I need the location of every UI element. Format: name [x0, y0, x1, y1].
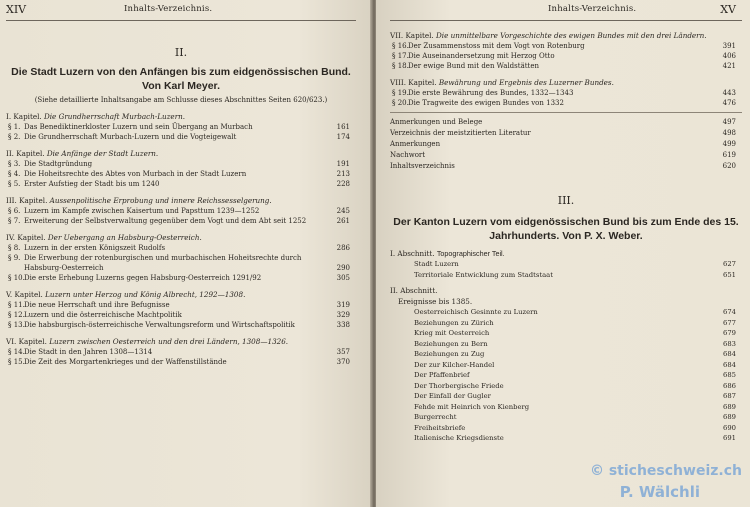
- entry-page: 305: [336, 274, 350, 282]
- item-page: 499: [722, 140, 736, 148]
- item-page: 683: [723, 339, 736, 348]
- item-page: 684: [723, 360, 736, 369]
- toc-entry: [390, 41, 742, 51]
- toc-item: [390, 433, 742, 444]
- toc-entry: [6, 347, 356, 357]
- toc-item: [390, 328, 742, 339]
- toc-item: [390, 370, 742, 381]
- toc-entry: [6, 159, 356, 169]
- abschnitt-1-title: Topographischer Teil.: [436, 249, 505, 258]
- chapter-label: IV. Kapitel.: [6, 233, 46, 242]
- toc-entry: [6, 310, 356, 320]
- entry-page: 476: [722, 99, 736, 107]
- chapter-title: Bewährung und Ergebnis des Luzerner Bundes.: [438, 78, 614, 87]
- right-chapter-list: [390, 31, 742, 108]
- entry-page: 357: [336, 348, 350, 356]
- entry-text: Die Hoheitsrechte des Abtes von Murbach in der Stadt Luzern: [24, 170, 247, 178]
- item-text: Anmerkungen: [390, 140, 441, 148]
- entry-text: Luzern in der ersten Königszeit Rudolfs: [24, 244, 166, 252]
- toc-entry: [390, 88, 742, 98]
- entry-page: 245: [336, 207, 350, 215]
- chapter-title: Luzern unter Herzog und König Albrecht, 1292—1308.: [45, 290, 246, 299]
- entry-page: 261: [336, 217, 350, 225]
- entry-page: 319: [336, 301, 350, 309]
- toc-item: [390, 412, 742, 423]
- entry-number: § 8.: [8, 244, 21, 252]
- entry-text: Die Grundherrschaft Murbach-Luzern und die Vogteigewalt: [24, 133, 237, 141]
- toc-entry: [6, 253, 356, 273]
- chapter-label: VIII. Kapitel.: [390, 78, 437, 87]
- toc-entry: [6, 169, 356, 179]
- chapter-label: II. Kapitel.: [6, 149, 45, 158]
- item-text: Fehde mit Heinrich von Kienberg: [414, 402, 530, 411]
- entry-page: 161: [336, 123, 350, 131]
- chapter-label: VII. Kapitel.: [390, 31, 434, 40]
- item-text: Oesterreichisch Gesinnte zu Luzern: [414, 308, 538, 316]
- toc-entry: [390, 98, 742, 108]
- item-text: Der zur Kilcher-Handel: [414, 360, 495, 369]
- left-running-head: [6, 0, 356, 21]
- divider: [390, 112, 742, 113]
- entry-text: Die Erwerbung der rotenburgischen und murbachischen Hoheitsrechte durch Habsburg-Oesterreich: [24, 254, 302, 272]
- item-page: 689: [723, 402, 736, 411]
- item-page: 677: [723, 318, 736, 327]
- item-page: 651: [723, 270, 736, 279]
- toc-item: [390, 128, 742, 139]
- toc-item: [390, 339, 742, 350]
- watermark-line-1: © sticheschweiz.ch: [589, 463, 742, 479]
- section-title-iii: Der Kanton Luzern vom eidgenössischen Bund bis zum Ende des 15. Jahrhunderts. Von P. X. Weber.: [393, 216, 739, 242]
- entry-number: § 6.: [8, 207, 21, 215]
- entry-text: Die habsburgisch-österreichische Verwaltungsreform und Wirtschaftspolitik: [24, 321, 295, 329]
- entry-text: Die Stadtgründung: [24, 160, 93, 168]
- entry-text: Der ewige Bund mit den Waldstätten: [408, 62, 540, 70]
- left-chapter-list: [6, 112, 356, 367]
- entry-page: 290: [336, 264, 350, 272]
- toc-item: [390, 150, 742, 161]
- toc-entry: [6, 273, 356, 283]
- toc-entry: [6, 300, 356, 310]
- abschnitt-1-label: I. Abschnitt.: [390, 249, 435, 258]
- item-text: Territoriale Entwicklung zum Stadtstaat: [414, 270, 553, 279]
- toc-entry: [6, 320, 356, 330]
- chapter-heading: [6, 337, 356, 347]
- toc-entry: [6, 243, 356, 253]
- entry-page: 191: [336, 160, 350, 168]
- entry-number: § 16.: [392, 42, 409, 50]
- item-page: 498: [722, 129, 736, 137]
- entry-text: Luzern im Kampfe zwischen Kaisertum und Papsttum 1239—1252: [24, 207, 260, 215]
- entry-page: 421: [722, 62, 736, 70]
- entry-page: 338: [336, 321, 350, 329]
- toc-entry: [6, 206, 356, 216]
- entry-page: 174: [336, 133, 350, 141]
- abschnitt-2-subtitle: Ereignisse bis 1385.: [398, 297, 473, 306]
- item-text: Italienische Kriegsdienste: [414, 434, 504, 442]
- right-page: [376, 0, 750, 507]
- toc-entry: [390, 51, 742, 61]
- item-page: 684: [723, 350, 736, 358]
- chapter-heading: [390, 78, 742, 88]
- chapter-heading: [390, 31, 742, 41]
- entry-number: § 4.: [8, 170, 21, 178]
- chapter-label: V. Kapitel.: [6, 290, 43, 299]
- toc-item: [390, 423, 742, 434]
- entry-text: Das Benediktinerkloster Luzern und sein Übergang an Murbach: [24, 123, 253, 131]
- item-page: 627: [723, 260, 736, 268]
- toc-item: [390, 381, 742, 392]
- entry-text: Die neue Herrschaft und ihre Befugnisse: [24, 301, 170, 309]
- entry-text: Erweiterung der Selbstverwaltung gegenüber dem Vogt und dem Abt seit 1252: [24, 217, 307, 225]
- entry-number: § 2.: [8, 133, 21, 141]
- entry-text: Die erste Erhebung Luzerns gegen Habsburg-Oesterreich 1291/92: [24, 274, 262, 282]
- section-numeral-iii: III.: [557, 194, 575, 207]
- item-text: Der Einfall der Gugler: [414, 392, 491, 400]
- entry-number: § 19.: [392, 89, 409, 97]
- entry-number: § 1.: [8, 123, 21, 131]
- chapter-title: Der Uebergang an Habsburg-Oesterreich.: [47, 233, 202, 242]
- item-text: Burgerrecht: [414, 413, 457, 421]
- item-text: Inhaltsverzeichnis: [390, 162, 455, 170]
- item-text: Beziehungen zu Zug: [414, 350, 485, 358]
- entry-number: § 11.: [8, 301, 25, 309]
- item-text: Beziehungen zu Zürich: [414, 318, 494, 327]
- toc-item: [390, 391, 742, 402]
- chapter-title: Luzern zwischen Oesterreich und den drei Ländern, 1308—1326.: [49, 337, 289, 346]
- toc-item: [390, 270, 742, 281]
- toc-entry: [6, 357, 356, 367]
- right-running-title: Inhalts-Verzeichnis.: [548, 4, 637, 14]
- item-page: 689: [723, 413, 736, 421]
- entry-text: Luzern und die österreichische Machtpolitik: [24, 311, 182, 319]
- toc-entry: [6, 132, 356, 142]
- chapter-label: VI. Kapitel.: [6, 337, 47, 346]
- entry-page: 406: [722, 52, 736, 60]
- item-text: Anmerkungen und Belege: [390, 118, 483, 126]
- item-page: 679: [723, 329, 736, 337]
- item-text: Krieg mit Oesterreich: [414, 329, 490, 337]
- entry-page: 443: [722, 89, 736, 97]
- entry-number: § 10.: [8, 274, 25, 282]
- item-text: Stadt Luzern: [414, 260, 459, 268]
- watermark-line-2: P. Wälchli: [619, 483, 700, 501]
- left-page: [0, 0, 372, 507]
- abschnitt-2-label: II. Abschnitt.: [390, 286, 438, 295]
- item-page: 687: [723, 392, 736, 400]
- item-text: Der Pfaffenbrief: [414, 371, 470, 379]
- toc-item: [390, 360, 742, 371]
- entry-text: Die Stadt in den Jahren 1308—1314: [24, 348, 153, 356]
- item-text: Verzeichnis der meistzitierten Literatur: [390, 129, 531, 137]
- chapter-label: I. Kapitel.: [6, 112, 42, 121]
- abschnitt-2-items: [390, 307, 742, 444]
- chapter-title: Die Anfänge der Stadt Luzern.: [46, 149, 159, 158]
- item-text: Freiheitsbriefe: [414, 423, 466, 432]
- entry-text: Die Tragweite des ewigen Bundes von 1332: [408, 99, 564, 107]
- entry-text: Die erste Bewährung des Bundes, 1332—1343: [408, 89, 574, 97]
- toc-item: [390, 349, 742, 360]
- entry-page: 228: [336, 180, 350, 188]
- entry-number: § 3.: [8, 160, 21, 168]
- entry-text: Die Zeit des Morgartenkrieges und der Waffenstillstände: [24, 358, 227, 366]
- toc-item: [390, 318, 742, 329]
- section-note: (Siehe detaillierte Inhaltsangabe am Schlusse dieses Abschnittes Seiten 620/623.): [34, 96, 328, 104]
- item-page: 685: [723, 371, 736, 379]
- entry-number: § 5.: [8, 180, 21, 188]
- chapter-heading: [6, 149, 356, 159]
- item-text: Nachwort: [390, 151, 426, 159]
- entry-page: 370: [336, 358, 350, 366]
- entry-page: 286: [336, 244, 350, 252]
- chapter-title: Die Grundherrschaft Murbach-Luzern.: [44, 112, 186, 121]
- section-title-ii: Die Stadt Luzern von den Anfängen bis zum eidgenössischen Bund. Von Karl Meyer.: [11, 66, 351, 92]
- left-page-number: XIV: [6, 3, 27, 16]
- abschnitt-1-heading: [390, 249, 742, 259]
- entry-number: § 12.: [8, 311, 25, 319]
- entry-number: § 14.: [8, 348, 25, 356]
- right-page-number: XV: [720, 3, 736, 16]
- entry-number: § 9.: [8, 254, 21, 262]
- toc-entry: [6, 179, 356, 189]
- entry-text: Erster Aufstieg der Stadt bis um 1240: [24, 180, 160, 188]
- toc-item: [390, 139, 742, 150]
- entry-number: § 18.: [392, 62, 409, 70]
- chapter-title: Die unmittelbare Vorgeschichte des ewigen Bundes mit den drei Ländern.: [436, 31, 707, 40]
- entry-number: § 7.: [8, 217, 21, 225]
- chapter-label: III. Kapitel.: [6, 196, 48, 205]
- section-numeral-ii: II.: [174, 46, 188, 59]
- toc-entry: [6, 122, 356, 132]
- item-page: 497: [722, 118, 736, 126]
- toc-item: [390, 161, 742, 172]
- toc-item: [390, 307, 742, 318]
- chapter-title: Aussenpolitische Erprobung und innere Reichssesselgerung.: [49, 196, 272, 205]
- item-text: Beziehungen zu Bern: [414, 339, 488, 348]
- item-page: 674: [723, 308, 736, 316]
- entry-text: Die Auseinandersetzung mit Herzog Otto: [408, 52, 555, 60]
- left-running-title: Inhalts-Verzeichnis.: [124, 4, 213, 14]
- item-page: 620: [722, 162, 736, 170]
- toc-item: [390, 117, 742, 128]
- chapter-heading: [6, 196, 356, 206]
- entry-number: § 17.: [392, 52, 409, 60]
- entry-text: Der Zusammenstoss mit dem Vogt von Rotenburg: [408, 42, 585, 50]
- entry-number: § 15.: [8, 358, 25, 366]
- chapter-heading: [6, 290, 356, 300]
- abschnitt-1-items: [390, 259, 742, 280]
- item-text: Der Thorbergische Friede: [414, 381, 504, 390]
- toc-item: [390, 402, 742, 413]
- toc-item: [390, 259, 742, 270]
- entry-number: § 13.: [8, 321, 25, 329]
- entry-page: 213: [336, 170, 350, 178]
- item-page: 686: [723, 381, 736, 390]
- entry-number: § 20.: [392, 99, 409, 107]
- item-page: 619: [722, 151, 736, 159]
- toc-entry: [6, 216, 356, 226]
- entry-page: 329: [336, 311, 350, 319]
- entry-page: 391: [722, 42, 736, 50]
- item-page: 690: [723, 423, 736, 432]
- chapter-heading: [6, 112, 356, 122]
- toc-entry: [390, 61, 742, 71]
- chapter-heading: [6, 233, 356, 243]
- appendix-list: [390, 117, 742, 172]
- right-running-head: [390, 0, 742, 21]
- item-page: 691: [723, 434, 736, 442]
